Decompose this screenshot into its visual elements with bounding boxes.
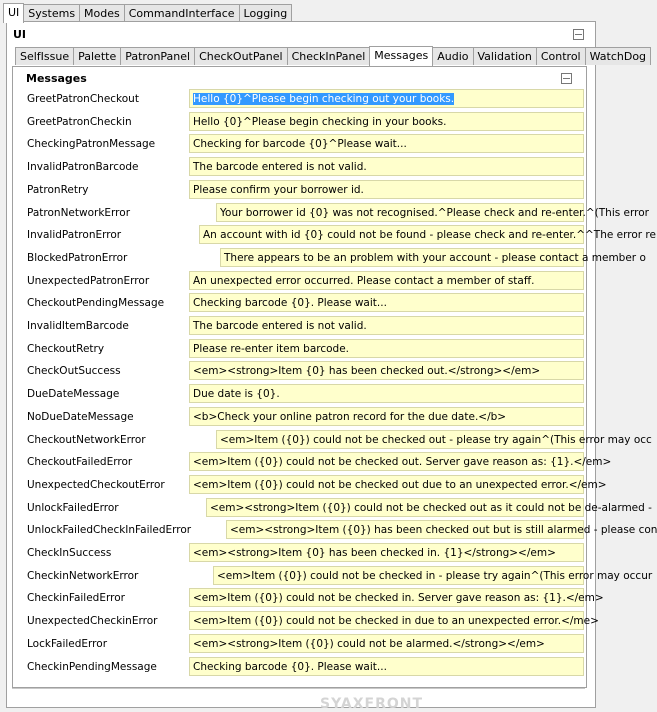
message-input[interactable] bbox=[226, 520, 657, 539]
message-label: UnlockFailedError bbox=[27, 501, 119, 514]
message-input[interactable] bbox=[189, 293, 584, 312]
message-input[interactable] bbox=[220, 248, 646, 267]
subtab-patronpanel[interactable]: PatronPanel bbox=[120, 47, 195, 65]
subtab-checkoutpanel[interactable]: CheckOutPanel bbox=[194, 47, 287, 65]
message-input[interactable] bbox=[189, 180, 584, 199]
messages-group-title: Messages bbox=[26, 72, 87, 85]
message-row bbox=[13, 611, 599, 634]
message-input[interactable] bbox=[206, 498, 652, 517]
tab-logging[interactable]: Logging bbox=[239, 4, 293, 22]
messages-collapse-icon[interactable] bbox=[561, 73, 572, 84]
message-value: Hello {0}^Please begin checking in your books. bbox=[193, 115, 447, 128]
message-value: <em><strong>Item ({0}) has been checked out but is still alarmed - please con bbox=[230, 524, 657, 537]
message-input[interactable] bbox=[189, 89, 584, 108]
message-input[interactable] bbox=[216, 203, 649, 222]
bottom-divider bbox=[12, 688, 585, 697]
message-label: CheckoutFailedError bbox=[27, 456, 133, 469]
sub-tab-strip bbox=[15, 47, 650, 65]
message-label: PatronNetworkError bbox=[27, 206, 131, 219]
message-value: <b>Check your online patron record for the due date.</b> bbox=[193, 410, 507, 423]
message-row bbox=[13, 316, 586, 339]
subtab-checkinpanel[interactable]: CheckInPanel bbox=[287, 47, 371, 65]
message-label: UnexpectedCheckinError bbox=[27, 615, 158, 628]
message-row bbox=[13, 543, 586, 566]
message-input[interactable] bbox=[189, 407, 584, 426]
ui-group-title: UI bbox=[13, 28, 27, 41]
subtab-palette[interactable]: Palette bbox=[73, 47, 121, 65]
message-input[interactable] bbox=[189, 634, 584, 653]
message-value: Hello {0}^Please begin checking out your books. bbox=[193, 93, 455, 105]
message-row bbox=[13, 339, 586, 362]
message-label: BlockedPatronError bbox=[27, 251, 128, 264]
message-value: Your borrower id {0} was not recognised.^Please check and re-enter.^(This error bbox=[220, 206, 649, 219]
message-row bbox=[13, 271, 586, 294]
message-label: InvalidPatronError bbox=[27, 229, 122, 242]
subtab-control[interactable]: Control bbox=[536, 47, 586, 65]
message-row bbox=[13, 657, 586, 680]
message-value: Checking barcode {0}. Please wait... bbox=[193, 297, 387, 310]
message-input[interactable] bbox=[189, 611, 599, 630]
message-label: CheckInSuccess bbox=[27, 547, 112, 559]
message-value: Checking barcode {0}. Please wait... bbox=[193, 660, 387, 673]
message-input[interactable] bbox=[189, 157, 584, 176]
message-value: Checking for barcode {0}^Please wait... bbox=[193, 138, 407, 151]
message-value: <em><strong>Item {0} has been checked out.</strong></em> bbox=[193, 365, 541, 378]
message-input[interactable] bbox=[189, 588, 604, 607]
message-value: <em>Item ({0}) could not be checked in. Server gave reason as: {1}.</em> bbox=[193, 592, 604, 605]
message-row bbox=[13, 520, 657, 543]
message-row bbox=[13, 89, 586, 112]
message-label: CheckinFailedError bbox=[27, 592, 125, 605]
message-label: CheckOutSuccess bbox=[27, 365, 121, 378]
message-label: LockFailedError bbox=[27, 637, 108, 650]
message-input[interactable] bbox=[189, 271, 584, 290]
tab-modes[interactable]: Modes bbox=[79, 4, 125, 22]
message-row bbox=[13, 157, 586, 180]
message-value: An unexpected error occurred. Please contact a member of staff. bbox=[193, 274, 535, 287]
message-value: Due date is {0}. bbox=[193, 388, 280, 401]
subtab-validation[interactable]: Validation bbox=[473, 47, 537, 65]
message-row bbox=[13, 134, 586, 157]
message-label: GreetPatronCheckin bbox=[27, 115, 132, 128]
message-value: Please confirm your borrower id. bbox=[193, 183, 364, 196]
message-label: UnexpectedPatronError bbox=[27, 274, 150, 287]
tab-systems[interactable]: Systems bbox=[23, 4, 80, 22]
tab-commandinterface[interactable]: CommandInterface bbox=[124, 4, 240, 22]
message-row bbox=[13, 203, 649, 226]
message-input[interactable] bbox=[216, 430, 652, 449]
message-row bbox=[13, 588, 604, 611]
message-label: CheckoutRetry bbox=[27, 342, 105, 355]
message-label: CheckinNetworkError bbox=[27, 569, 139, 582]
subtab-messages[interactable]: Messages bbox=[369, 46, 433, 66]
message-input[interactable] bbox=[189, 112, 584, 131]
message-label: CheckingPatronMessage bbox=[27, 138, 156, 151]
message-label: GreetPatronCheckout bbox=[27, 93, 139, 105]
tab-ui[interactable]: UI bbox=[3, 3, 24, 23]
messages-panel bbox=[12, 66, 657, 688]
message-value: <em><strong>Item ({0}) could not be checked out as it could not be de-alarmed - bbox=[210, 501, 652, 514]
message-input[interactable] bbox=[199, 225, 656, 244]
message-label: UnexpectedCheckoutError bbox=[27, 478, 165, 491]
message-label: UnlockFailedCheckInFailedError bbox=[27, 524, 192, 537]
message-label: CheckinPendingMessage bbox=[27, 660, 157, 673]
top-tab-strip bbox=[3, 4, 291, 22]
message-row bbox=[13, 566, 653, 589]
message-row bbox=[13, 452, 612, 475]
message-label: InvalidItemBarcode bbox=[27, 320, 129, 332]
message-input[interactable] bbox=[189, 361, 584, 380]
message-row bbox=[13, 112, 586, 135]
message-row bbox=[13, 384, 586, 407]
message-value: <em><strong>Item {0} has been checked in. {1}</strong></em> bbox=[193, 547, 556, 559]
message-label: NoDueDateMessage bbox=[27, 410, 134, 423]
collapse-icon[interactable] bbox=[573, 29, 584, 40]
message-input[interactable] bbox=[189, 475, 607, 494]
message-value: Please re-enter item barcode. bbox=[193, 342, 349, 355]
message-input[interactable] bbox=[189, 134, 584, 153]
message-row bbox=[13, 361, 586, 384]
message-value: <em>Item ({0}) could not be checked in due to an unexpected error.</me> bbox=[193, 615, 599, 628]
message-input[interactable] bbox=[189, 339, 584, 358]
message-value: An account with id {0} could not be found - please check and re-enter.^^The error re bbox=[203, 229, 656, 242]
message-row bbox=[13, 498, 652, 521]
message-row bbox=[13, 180, 586, 203]
message-input[interactable] bbox=[189, 384, 584, 403]
message-value: <em><strong>Item ({0}) could not be alarmed.</strong></em> bbox=[193, 637, 545, 650]
message-input[interactable] bbox=[189, 657, 584, 676]
message-input[interactable] bbox=[189, 543, 584, 562]
message-value: The barcode entered is not valid. bbox=[193, 161, 367, 174]
message-row bbox=[13, 225, 656, 248]
message-label: InvalidPatronBarcode bbox=[27, 161, 139, 174]
message-value: <em>Item ({0}) could not be checked in - please try again^(This error may occur bbox=[217, 569, 653, 582]
message-value: There appears to be an problem with your account - please contact a member o bbox=[224, 251, 646, 264]
message-label: CheckoutPendingMessage bbox=[27, 297, 165, 310]
message-input[interactable] bbox=[189, 452, 612, 471]
message-row bbox=[13, 407, 586, 430]
message-label: PatronRetry bbox=[27, 183, 89, 196]
message-input[interactable] bbox=[213, 566, 653, 585]
message-row bbox=[13, 430, 652, 453]
subtab-audio[interactable]: Audio bbox=[432, 47, 473, 65]
message-value: <em>Item ({0}) could not be checked out. Server gave reason as: {1}.</em> bbox=[193, 456, 612, 469]
message-row bbox=[13, 248, 646, 271]
message-label: DueDateMessage bbox=[27, 388, 120, 401]
message-row bbox=[13, 475, 607, 498]
message-input[interactable] bbox=[189, 316, 584, 335]
message-value: <em>Item ({0}) could not be checked out - please try again^(This error may occ bbox=[220, 433, 652, 446]
message-row bbox=[13, 293, 586, 316]
message-row bbox=[13, 634, 586, 657]
subtab-selfissue[interactable]: SelfIssue bbox=[15, 47, 74, 65]
watermark: SYAXFRONT bbox=[320, 696, 424, 712]
message-value: The barcode entered is not valid. bbox=[193, 320, 367, 332]
subtab-watchdog[interactable]: WatchDog bbox=[585, 47, 651, 65]
message-label: CheckoutNetworkError bbox=[27, 433, 146, 446]
message-value: <em>Item ({0}) could not be checked out due to an unexpected error.</em> bbox=[193, 478, 607, 491]
